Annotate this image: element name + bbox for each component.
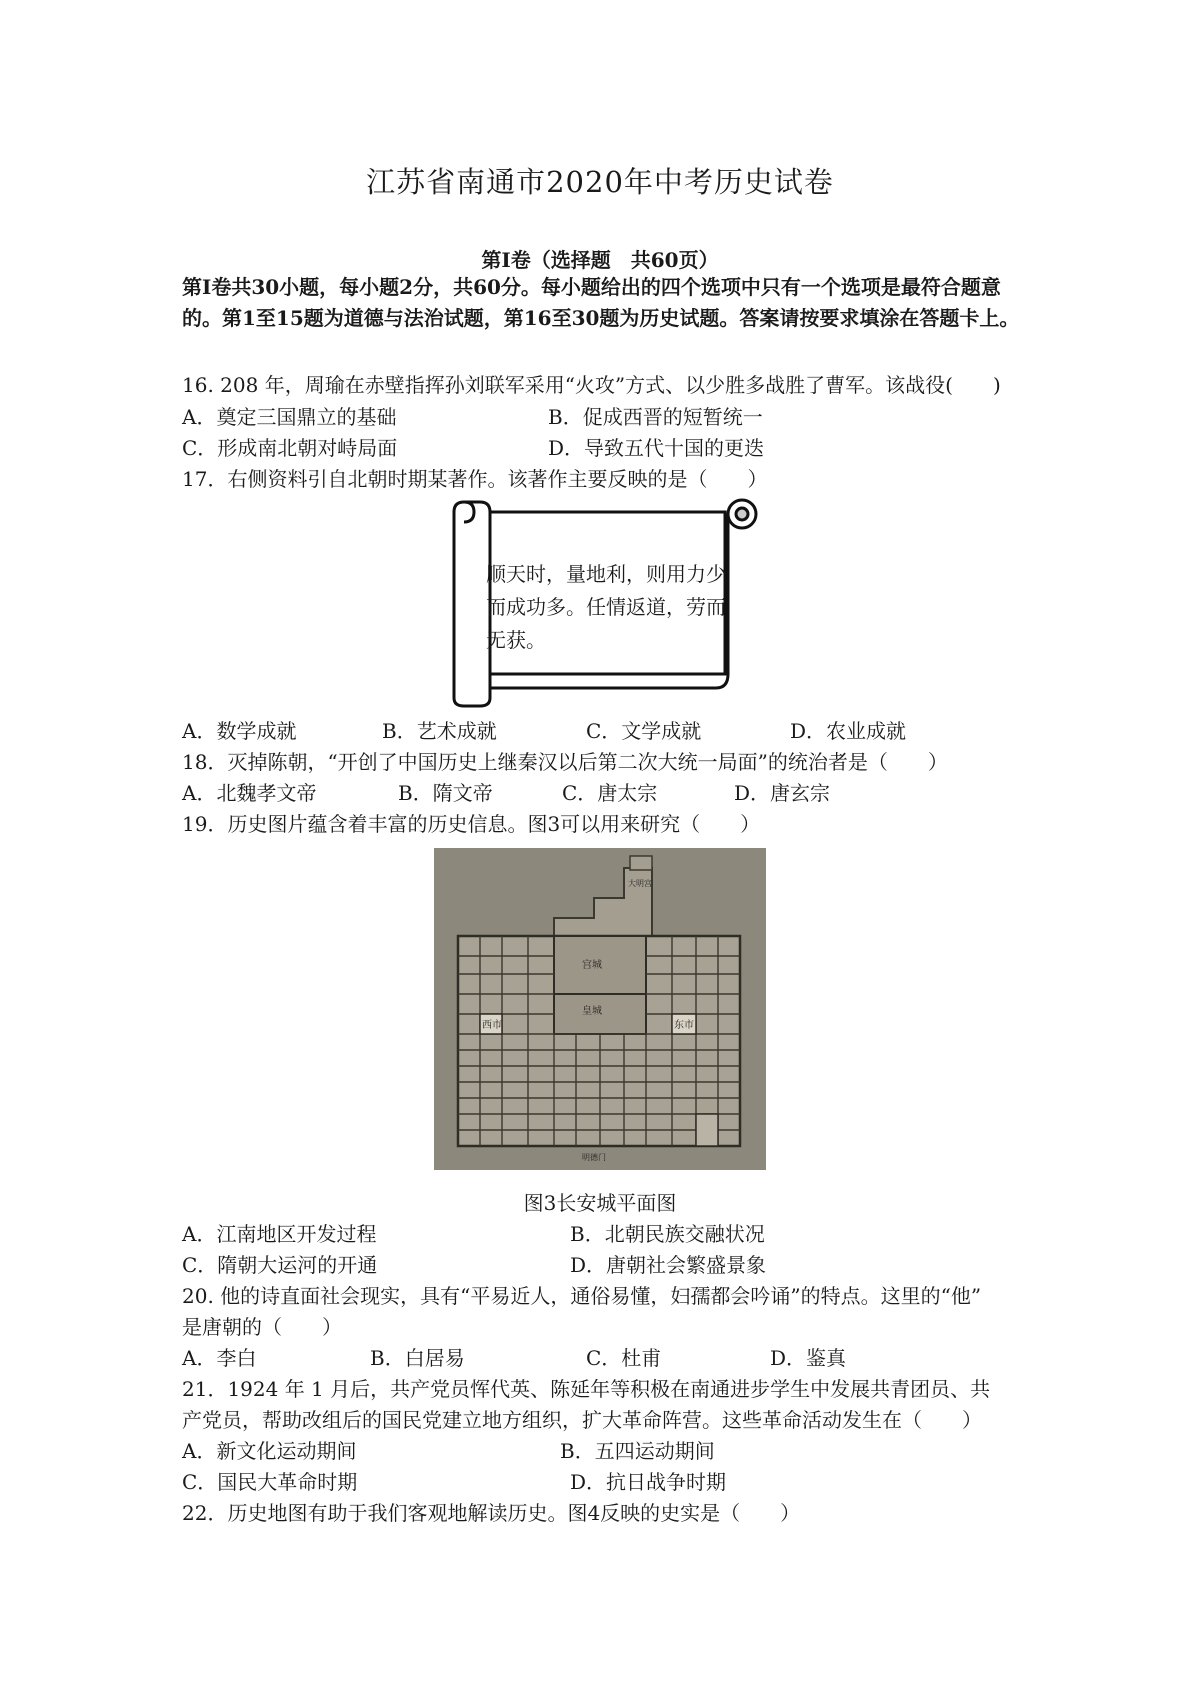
- section-title: 第I卷（选择题 共60页）: [481, 248, 719, 272]
- question-17-stem: 17．右侧资料引自北朝时期某著作。该著作主要反映的是（ ）: [182, 467, 768, 491]
- q19-option-c: C．隋朝大运河的开通: [182, 1253, 378, 1277]
- q21-option-c: C．国民大革命时期: [182, 1470, 358, 1494]
- q19-option-a: A．江南地区开发过程: [182, 1222, 377, 1246]
- q18-option-b: B．隋文帝: [398, 781, 493, 805]
- question-20-stem-line2: 是唐朝的（ ）: [182, 1315, 342, 1339]
- q16-option-c: C．形成南北朝对峙局面: [182, 436, 398, 460]
- q16-option-b: B．促成西晋的短暂统一: [548, 405, 763, 429]
- changan-city-map: [434, 848, 766, 1170]
- q16-option-d: D．导致五代十国的更迭: [548, 436, 765, 460]
- q20-option-d: D．鉴真: [770, 1346, 847, 1370]
- changan-city-map-drawing: [434, 848, 766, 1170]
- q18-option-a: A．北魏孝文帝: [182, 781, 317, 805]
- q17-option-a: A．数学成就: [182, 719, 297, 743]
- q21-option-d: D．抗日战争时期: [570, 1470, 727, 1494]
- q19-option-d: D．唐朝社会繁盛景象: [570, 1253, 767, 1277]
- q18-option-d: D．唐玄宗: [734, 781, 831, 805]
- question-21-stem-line2: 产党员，帮助改组后的国民党建立地方组织，扩大革命阵营。这些革命活动发生在（ ）: [182, 1408, 982, 1432]
- map-label-imperial-city: 皇城: [582, 1006, 602, 1017]
- q16-option-a: A．奠定三国鼎立的基础: [182, 405, 397, 429]
- map-label-west-market: 西市: [482, 1020, 502, 1031]
- question-19-stem: 19．历史图片蕴含着丰富的历史信息。图3可以用来研究（ ）: [182, 812, 761, 836]
- figure-3-caption: 图3长安城平面图: [523, 1191, 677, 1215]
- map-label-palace-city: 宫城: [582, 960, 602, 971]
- map-label-daming-palace: 大明宫: [628, 879, 652, 888]
- question-21-stem-line1: 21．1924 年 1 月后，共产党员恽代英、陈延年等积极在南通进步学生中发展共青团员、共: [182, 1377, 991, 1401]
- q20-option-c: C．杜甫: [586, 1346, 662, 1370]
- q17-option-b: B．艺术成就: [382, 719, 497, 743]
- q19-option-b: B．北朝民族交融状况: [570, 1222, 765, 1246]
- map-label-south-gate: 明德门: [582, 1153, 606, 1162]
- q20-option-a: A．李白: [182, 1346, 257, 1370]
- q17-option-d: D．农业成就: [790, 719, 907, 743]
- q17-option-c: C．文学成就: [586, 719, 702, 743]
- question-16-stem: 16. 208 年，周瑜在赤壁指挥孙刘联军采用“火攻”方式、以少胜多战胜了曹军。该战役( ): [182, 373, 1001, 397]
- question-22-stem: 22．历史地图有助于我们客观地解读历史。图4反映的史实是（ ）: [182, 1501, 801, 1525]
- scroll-quote-text: 顺天时，量地利，则用力少而成功多。任情返道，劳而无获。: [486, 562, 726, 652]
- q18-option-c: C．唐太宗: [562, 781, 658, 805]
- question-20-stem-line1: 20. 他的诗直面社会现实，具有“平易近人，通俗易懂，妇孺都会吟诵”的特点。这里的“他”: [182, 1284, 982, 1308]
- q20-option-b: B．白居易: [370, 1346, 465, 1370]
- page-title: 江苏省南通市2020年中考历史试卷: [366, 165, 834, 199]
- map-label-east-market: 东市: [674, 1020, 694, 1031]
- section-intro: 第I卷共30小题，每小题2分，共60分。每小题给出的四个选项中只有一个选项是最符合题意的。第1至15题为道德与法治试题，第16至30题为历史试题。答案请按要求填涂在答题卡上。: [182, 275, 1020, 330]
- q21-option-a: A．新文化运动期间: [182, 1439, 357, 1463]
- q21-option-b: B．五四运动期间: [560, 1439, 715, 1463]
- question-18-stem: 18．灭掉陈朝，“开创了中国历史上继秦汉以后第二次大统一局面”的统治者是（ ）: [182, 750, 948, 774]
